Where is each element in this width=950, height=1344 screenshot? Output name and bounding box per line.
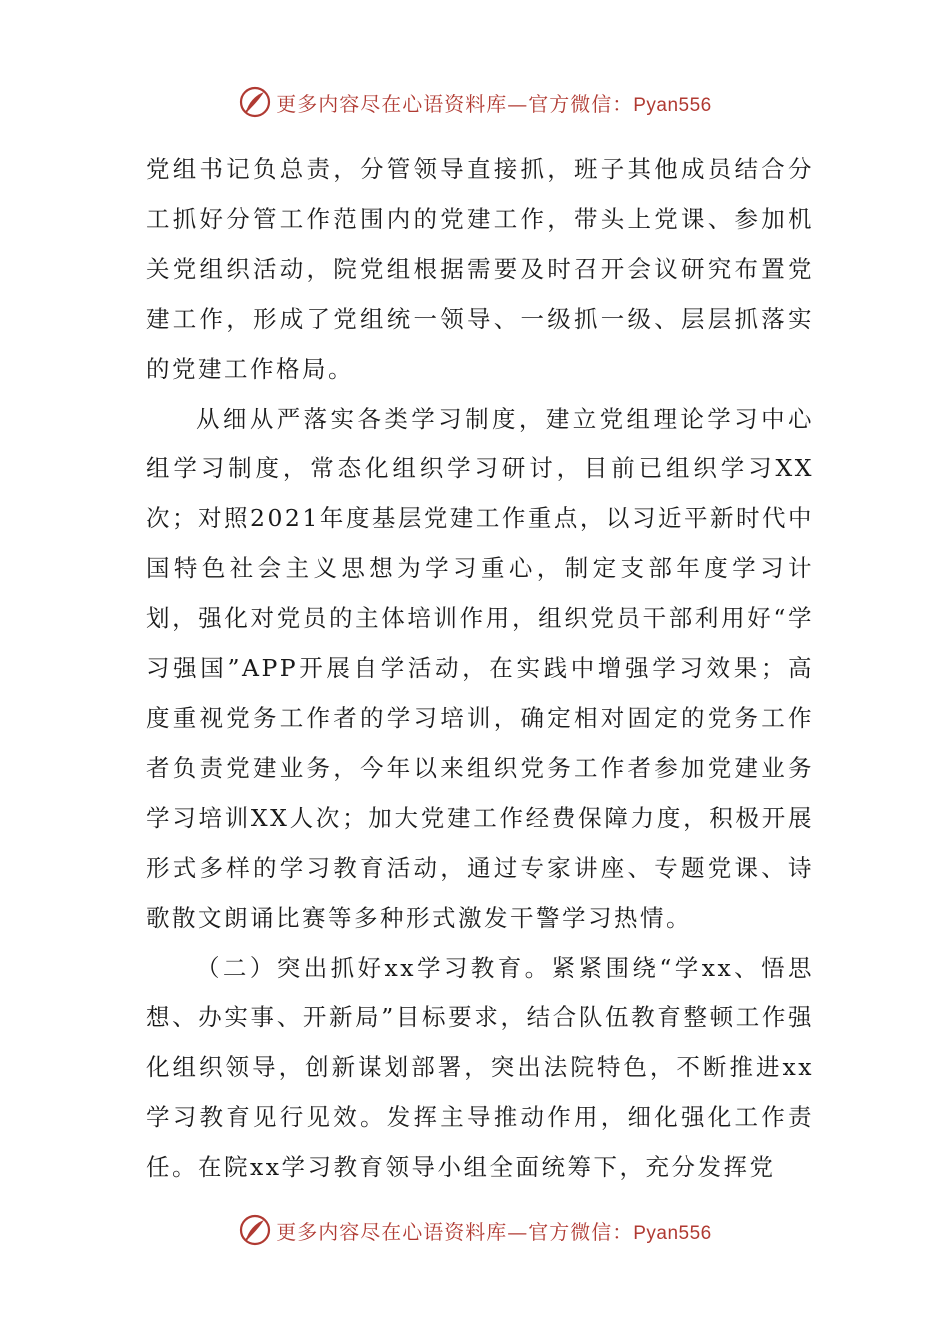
watermark-footer: [0, 1210, 950, 1250]
watermark-text: 更多内容尽在心语资料库—官方微信：Pyan556: [276, 1219, 712, 1244]
paragraph-1: 党组书记负总责，分管领导直接抓，班子其他成员结合分工抓好分管工作范围内的党建工作，带头上党课、参加机关党组织活动，院党组根据需要及时召开会议研究布置党建工作，形成了党组统一领导、一级抓一级、层层抓落实的党建工作格局。: [146, 155, 814, 383]
pen-logo-icon: [238, 85, 272, 119]
document-body: [146, 145, 814, 1193]
paragraph-2: 从细从严落实各类学习制度，建立党组理论学习中心组学习制度，常态化组织学习研讨，目前已组织学习XX次；对照2021年度基层党建工作重点，以习近平新时代中国特色社会主义思想为学习重心，制定支部年度学习计划，强化对党员的主体培训作用，组织党员干部利用好“学习强国”APP开展自学活动，在实践中增强学习效果；高度重视党务工作者的学习培训，确定相对固定的党务工作者负责党建业务，今年以来组织党务工作者参加党建业务学习培训XX人次；加大党建工作经费保障力度，积极开展形式多样的学习教育活动，通过专家讲座、专题党课、诗歌散文朗诵比赛等多种形式激发干警学习热情。: [146, 404, 814, 932]
watermark-text: 更多内容尽在心语资料库—官方微信：Pyan556: [276, 91, 712, 116]
watermark-header: [0, 82, 950, 122]
paragraph-3: （二）突出抓好xx学习教育。紧紧围绕“学xx、悟思想、办实事、开新局”目标要求，结合队伍教育整顿工作强化组织领导，创新谋划部署，突出法院特色，不断推进xx学习教育见行见效。发挥主导推动作用，细化强化工作责任。在院xx学习教育领导小组全面统筹下，充分发挥党: [146, 953, 814, 1182]
pen-logo-icon: [238, 1213, 272, 1247]
